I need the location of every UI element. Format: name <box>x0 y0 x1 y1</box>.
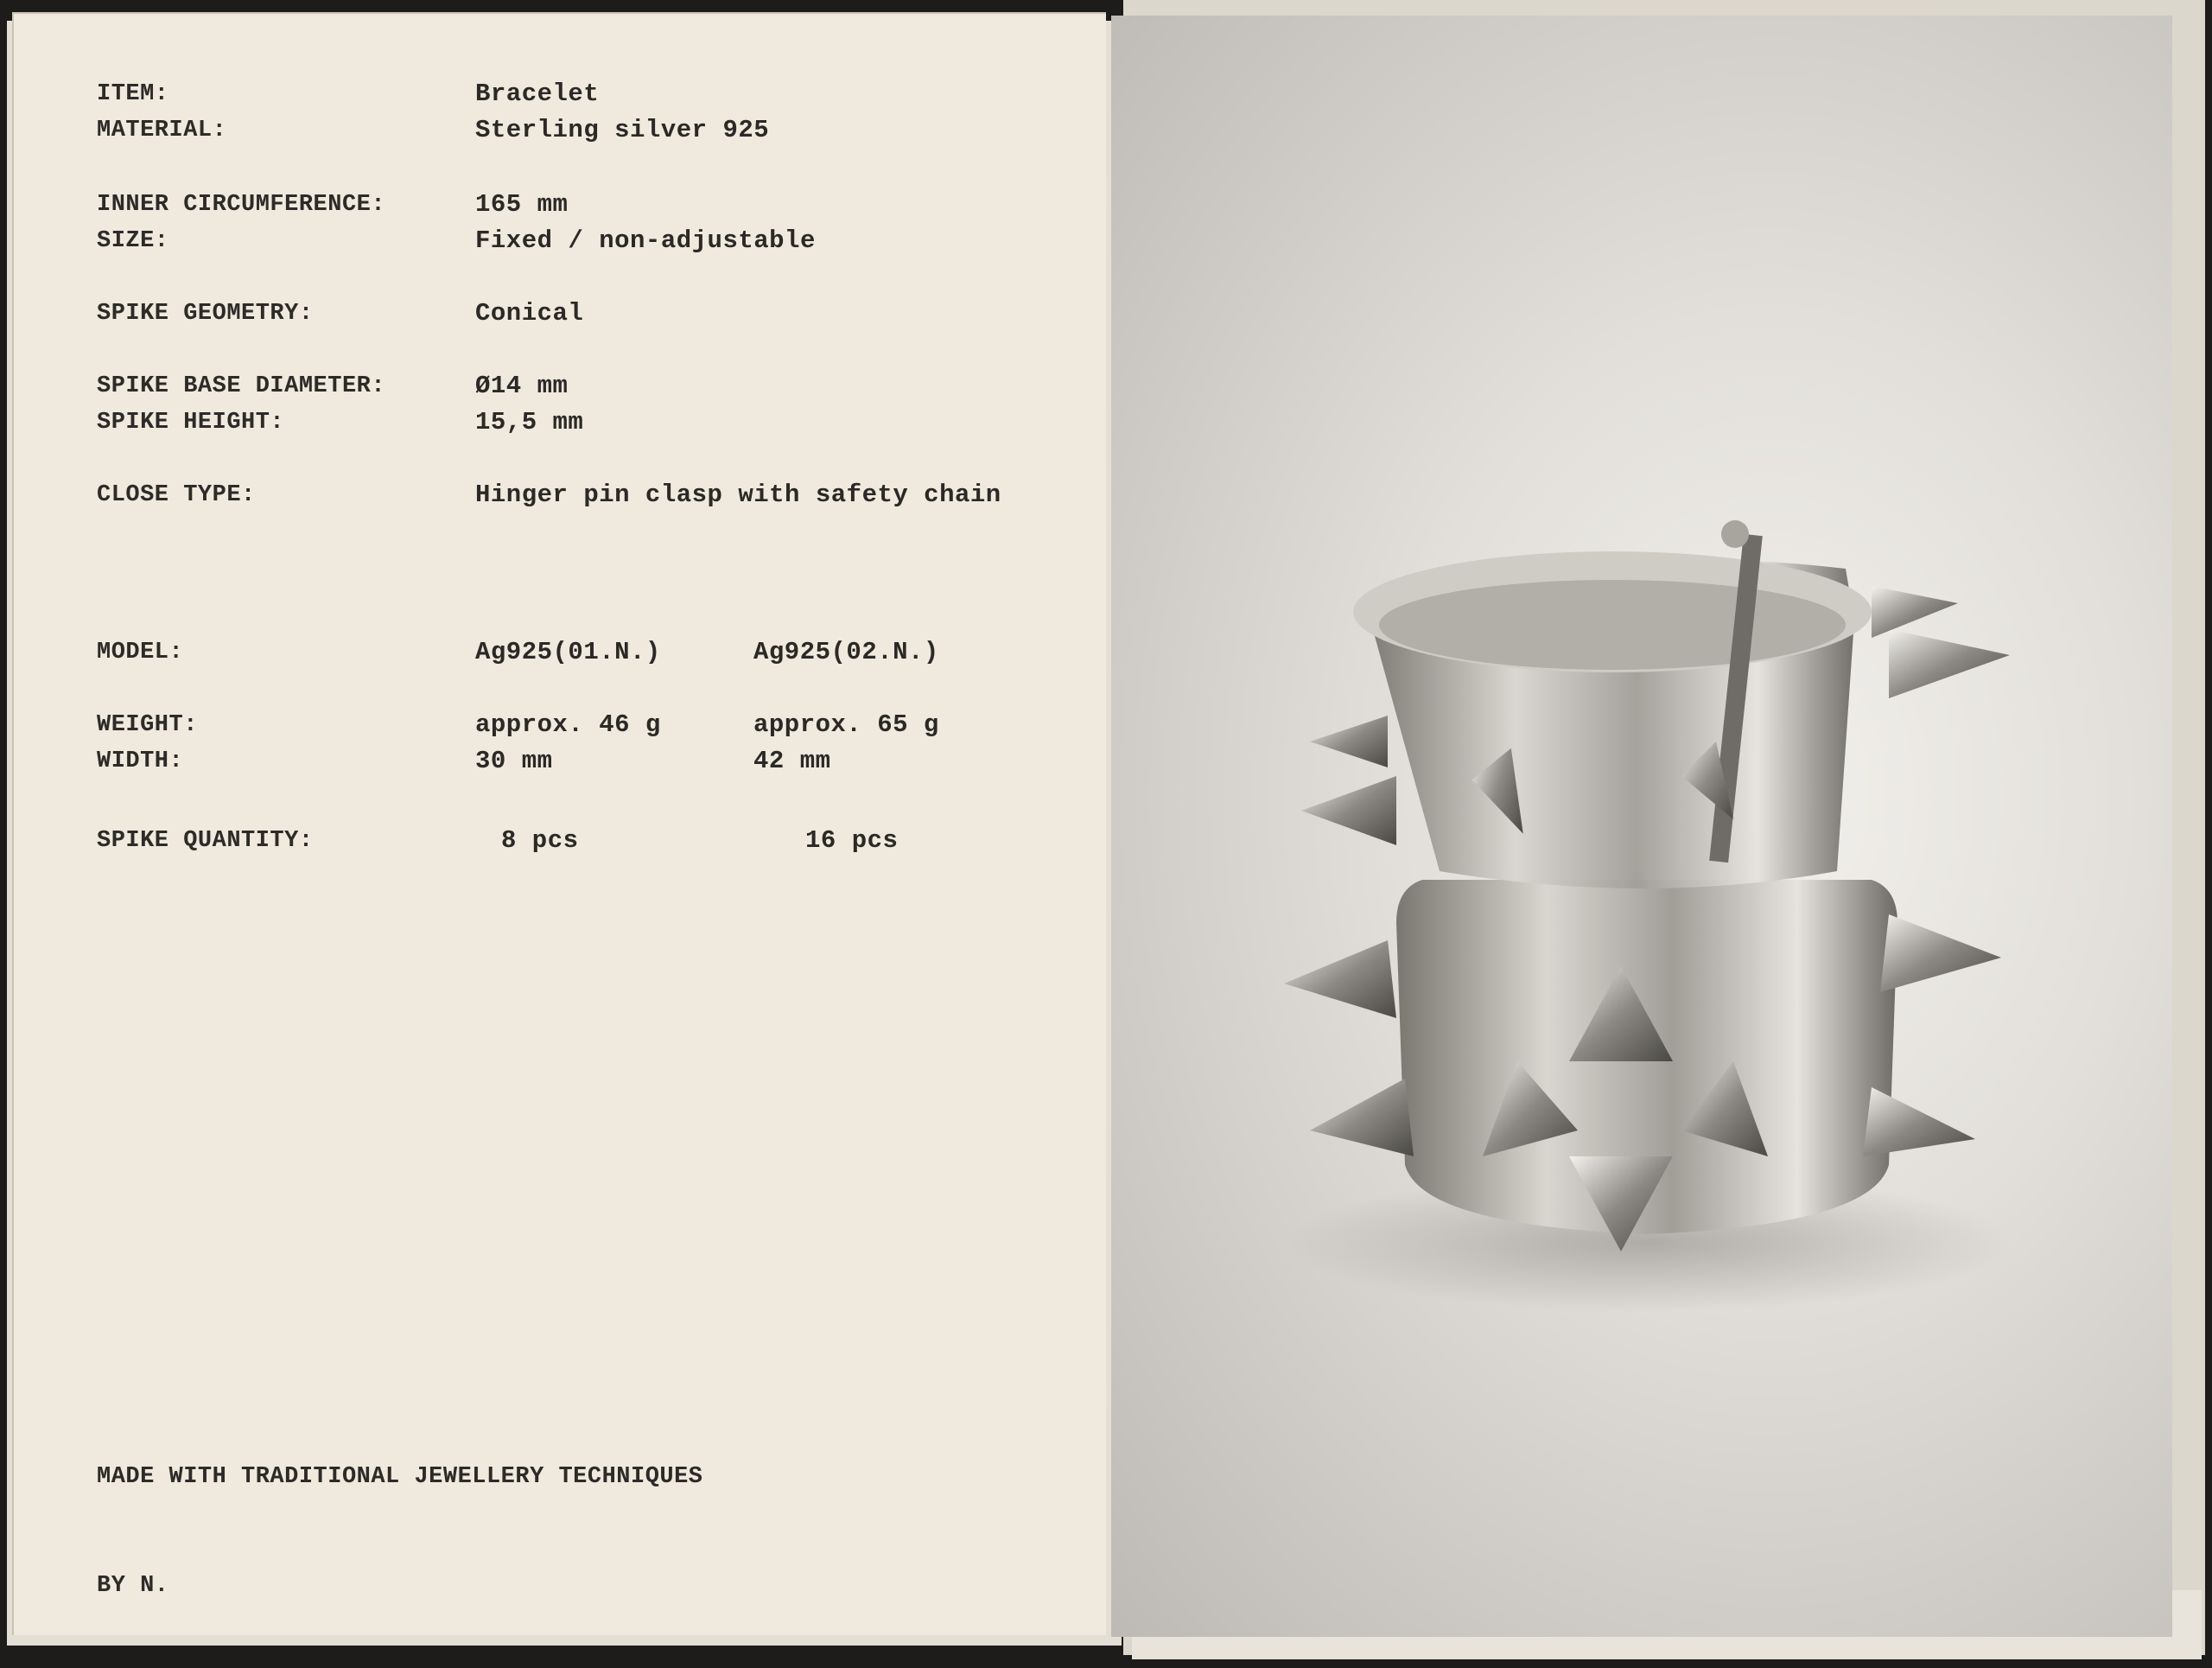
spike-base-diameter-value: Ø14 mm <box>475 372 569 400</box>
spike-height-label: SPIKE HEIGHT: <box>97 410 285 436</box>
inner-circumference-label: INNER CIRCUMFERENCE: <box>97 192 386 218</box>
item-label: ITEM: <box>97 81 169 107</box>
weight-1-value: approx. 46 g <box>475 710 661 739</box>
width-2-value: 42 mm <box>753 747 831 775</box>
inner-circumference-value: 165 mm <box>475 190 569 219</box>
model-1-value: Ag925(01.N.) <box>475 638 661 666</box>
spike-quantity-1-value: 8 pcs <box>501 826 579 855</box>
spike-quantity-2-value: 16 pcs <box>805 826 899 855</box>
spike-quantity-label: SPIKE QUANTITY: <box>97 828 314 854</box>
byline: BY N. <box>97 1573 169 1599</box>
item-value: Bracelet <box>475 80 600 108</box>
material-value: Sterling silver 925 <box>475 116 770 144</box>
spike-base-diameter-label: SPIKE BASE DIAMETER: <box>97 373 386 399</box>
photo-sheet <box>1111 16 2172 1637</box>
weight-label: WEIGHT: <box>97 712 198 738</box>
technique-note: MADE WITH TRADITIONAL JEWELLERY TECHNIQUES <box>97 1464 703 1490</box>
close-type-value: Hinger pin clasp with safety chain <box>475 481 1001 509</box>
model-2-value: Ag925(02.N.) <box>753 638 939 666</box>
spike-geometry-label: SPIKE GEOMETRY: <box>97 301 314 327</box>
material-label: MATERIAL: <box>97 118 227 143</box>
spike-height-value: 15,5 mm <box>475 408 584 436</box>
spiked-bracelet-photo <box>1111 16 2172 1637</box>
spec-sheet <box>12 12 1106 1635</box>
weight-2-value: approx. 65 g <box>753 710 939 739</box>
size-label: SIZE: <box>97 228 169 254</box>
size-value: Fixed / non-adjustable <box>475 226 816 255</box>
width-label: WIDTH: <box>97 748 184 774</box>
close-type-label: CLOSE TYPE: <box>97 482 256 508</box>
model-label: MODEL: <box>97 640 184 665</box>
spike-geometry-value: Conical <box>475 299 584 328</box>
width-1-value: 30 mm <box>475 747 553 775</box>
